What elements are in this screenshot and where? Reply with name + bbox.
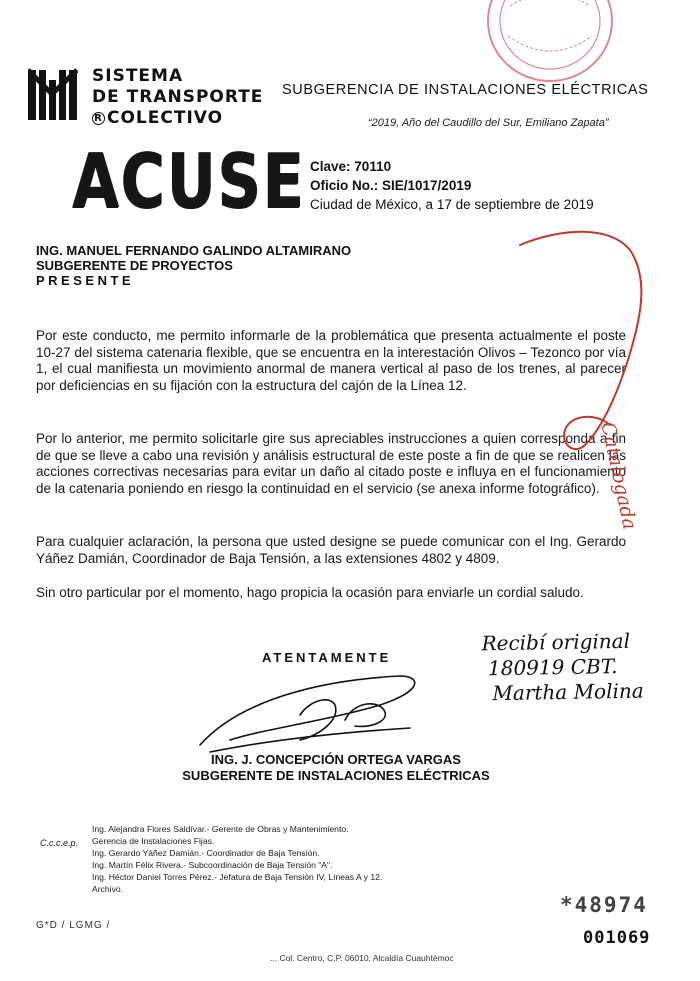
cc-list bbox=[92, 823, 382, 895]
metro-logo-icon bbox=[28, 64, 78, 128]
receipt-seal-stamp bbox=[480, 0, 620, 86]
footer-address: ... Col. Centro, C.P. 06010, Alcaldía Cuauhtémoc bbox=[270, 953, 454, 963]
handnote-line-1: Recibí original bbox=[481, 628, 631, 656]
logo-line-3: COLECTIVO bbox=[107, 108, 224, 128]
cc-line: Ing. Gerardo Yáñez Damián.- Coordinador de Baja Tensión. bbox=[92, 848, 320, 858]
cc-line: Ing. Alejandra Flores Saldívar.- Gerente de Obras y Mantenimiento. bbox=[92, 824, 349, 834]
addressee-title: SUBGERENTE DE PROYECTOS bbox=[36, 258, 233, 273]
closing-atentamente: ATENTAMENTE bbox=[262, 650, 392, 665]
typist-initials: G*D / LGMG / bbox=[36, 920, 111, 931]
signer-position: SUBGERENTE DE INSTALACIONES ELÉCTRICAS bbox=[182, 768, 490, 783]
signer-block bbox=[166, 752, 506, 784]
margin-note-catalogada: Catalogada bbox=[596, 420, 641, 532]
place-date: Ciudad de México, a 17 de septiembre de 2019 bbox=[310, 197, 594, 212]
clave-value: 70110 bbox=[354, 159, 392, 174]
acuse-stamp: ACUSE bbox=[72, 138, 306, 226]
signer-name: ING. J. CONCEPCIÓN ORTEGA VARGAS bbox=[211, 752, 461, 767]
registered-mark-icon: R bbox=[92, 112, 105, 125]
body-paragraph-4: Sin otro particular por el momento, hago propicia la ocasión para enviarle un cordial saludo. bbox=[36, 585, 584, 600]
logo-line-2: DE TRANSPORTE bbox=[92, 87, 264, 107]
handnote-line-2: 180919 CBT. bbox=[487, 654, 618, 681]
handwritten-receipt-note bbox=[481, 629, 644, 707]
department-header: SUBGERENCIA DE INSTALACIONES ELÉCTRICAS bbox=[282, 82, 649, 98]
handwritten-signature bbox=[200, 676, 415, 752]
logo-line-1: SISTEMA bbox=[92, 66, 184, 86]
organization-logo-text bbox=[92, 66, 263, 129]
presente-line: PRESENTE bbox=[36, 273, 135, 288]
cc-line: Ing. Héctor Daniel Torres Pérez.- Jefatura de Baja Tensión IV, Líneas A y 12. bbox=[92, 872, 383, 882]
handnote-line-3: Martha Molina bbox=[492, 678, 644, 706]
oficio-value: SIE/1017/2019 bbox=[382, 178, 472, 193]
folio-number-printed: 001069 bbox=[583, 928, 651, 948]
addressee-block bbox=[36, 243, 351, 288]
year-motto: “2019, Año del Caudillo del Sur, Emiliano Zapata” bbox=[368, 117, 609, 129]
clave-label: Clave: bbox=[310, 159, 351, 174]
cc-line: Archivo. bbox=[92, 884, 124, 894]
addressee-name: ING. MANUEL FERNANDO GALINDO ALTAMIRANO bbox=[36, 243, 352, 258]
body-paragraph-3: Para cualquier aclaración, la persona que usted designe se puede comunicar con el Ing. Gerardo Yáñez Damián, Coordinador de Baja Tensión, a las extensiones 4802 y 4809. bbox=[36, 534, 626, 566]
body-paragraph-1: Por este conducto, me permito informarle de la problemática que presenta actualmente el poste 10-27 del sistema catenaria flexible, que se encuentra en la interestación Olivos – Tezonco por vía 1, el cual manifiesta un movimiento anormal de manera vertical al paso de los trenes, al parecer por deficiencias en su fijación con la estructura del cajón de la Línea 12. bbox=[36, 328, 626, 393]
cc-line: Ing. Martín Félix Rivera.- Subcoordinación de Baja Tensión "A". bbox=[92, 860, 333, 870]
oficio-label: Oficio No.: bbox=[310, 178, 379, 193]
cc-line: Gerencia de Instalaciones Fijas. bbox=[92, 836, 215, 846]
reference-block bbox=[310, 157, 594, 214]
cc-label: C.c.c.e.p. bbox=[40, 838, 79, 848]
body-paragraph-2: Por lo anterior, me permito solicitarle gire sus apreciables instrucciones a quien corresponda a fin de que se lleve a cabo una revisión y análisis estructural de este poste a fin de que se realicen las acciones correctivas necesarias para evitar un daño al citado poste e influya en el funcionamiento de la catenaria poniendo en riesgo la continuidad en el servicio (se anexa informe fotográfico). bbox=[36, 431, 626, 496]
folio-number-stamped: *48974 bbox=[560, 893, 648, 917]
